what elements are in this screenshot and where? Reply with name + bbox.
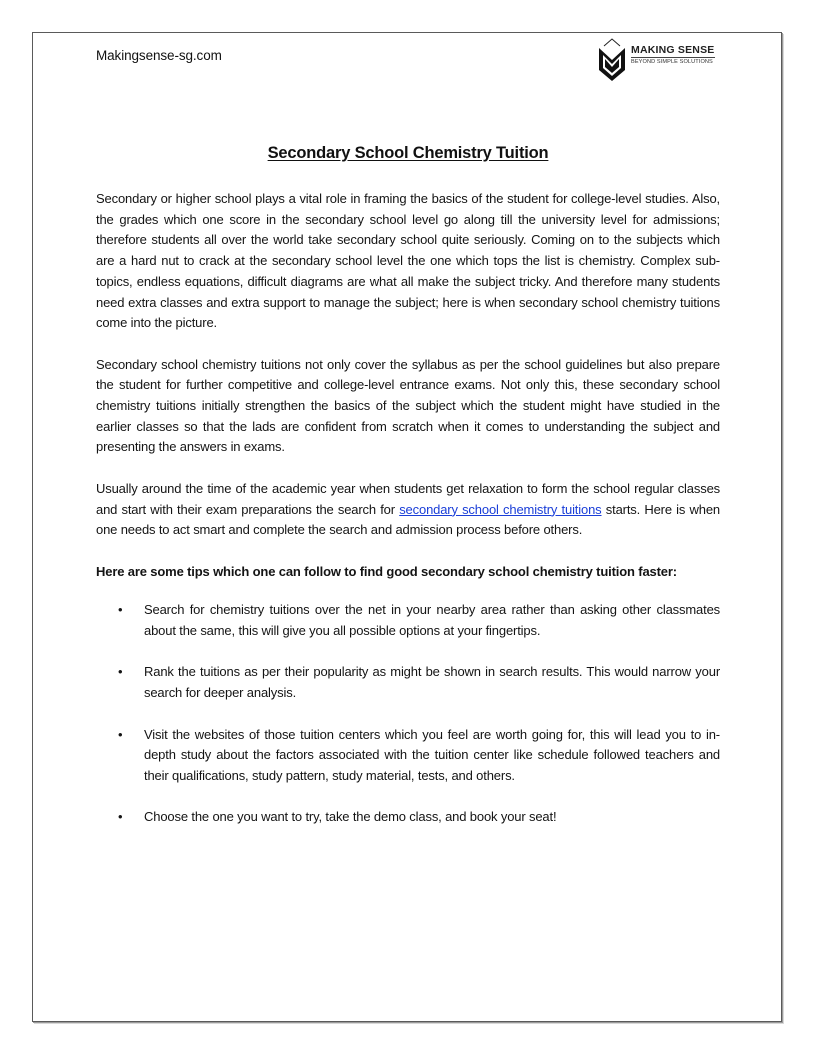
bullet-icon: • xyxy=(118,809,123,825)
bullet-icon: • xyxy=(118,726,123,742)
tip-item xyxy=(96,725,720,787)
tip-text: Choose the one you want to try, take the demo class, and book your seat! xyxy=(144,809,557,825)
tip-text: Search for chemistry tuitions over the net in your nearby area rather than asking other classmates about the same, this will give you all possible options at your fingertips. xyxy=(144,602,720,639)
logo-text xyxy=(631,45,715,66)
m-shield-logo-icon xyxy=(597,36,627,82)
paragraph-search-after-link: starts. Here is when one needs to act smart and complete the search and admission process before others. xyxy=(96,501,720,538)
paragraph-intro: Secondary or higher school plays a vital role in framing the basics of the student for college-level studies. Also, the grades which one score in the secondary school level go along till the university level for admissions; therefore students all over the world take secondary school quite seriously. Coming on to the subjects which are a hard nut to crack at the secondary school level the one which tops the list is chemistry. Complex sub-topics, endless equations, difficult diagrams are what all make the subject tricky. And therefore many students need extra classes and extra support to manage the subject; here is when secondary school chemistry tuitions come into the picture. xyxy=(96,191,720,331)
site-url: Makingsense-sg.com xyxy=(96,48,222,63)
making-sense-logo xyxy=(597,36,715,82)
bullet-icon: • xyxy=(118,664,123,680)
tip-text: Visit the websites of those tuition centers which you feel are worth going for, this will lead you to in-depth study about the factors associated with the tuition center like schedule followed teachers and their qualifications, study pattern, study material, tests, and others. xyxy=(144,726,720,783)
tip-text: Rank the tuitions as per their popularity as might be shown in search results. This would narrow your search for deeper analysis. xyxy=(144,664,720,701)
tip-item xyxy=(96,662,720,703)
document-body xyxy=(96,189,720,849)
logo-name: MAKING SENSE xyxy=(631,44,715,56)
document-title: Secondary School Chemistry Tuition xyxy=(267,144,549,162)
paragraph-syllabus: Secondary school chemistry tuitions not only cover the syllabus as per the school guidelines but also prepare the student for further competitive and college-level entrance exams. Not only this, these secondary school chemistry tuitions initially strengthen the basics of the subject which the student might have studied in the earlier classes so that the lads are confident from scratch when it comes to understanding the subject and presenting the answers in exams. xyxy=(96,356,720,455)
tip-item xyxy=(96,807,720,828)
paragraph-search xyxy=(96,479,720,541)
chemistry-tuitions-link[interactable]: secondary school chemistry tuitions xyxy=(399,501,602,517)
logo-tagline: BEYOND SIMPLE SOLUTIONS xyxy=(631,59,713,65)
tips-list xyxy=(96,600,720,828)
tips-heading: Here are some tips which one can follow to find good secondary school chemistry tuition faster: xyxy=(96,563,677,579)
bullet-icon: • xyxy=(118,602,123,618)
tip-item xyxy=(96,600,720,641)
paragraph-search-before-link: Usually around the time of the academic year when students get relaxation to form the school regular classes and start with their exam preparations the search for xyxy=(96,480,720,517)
